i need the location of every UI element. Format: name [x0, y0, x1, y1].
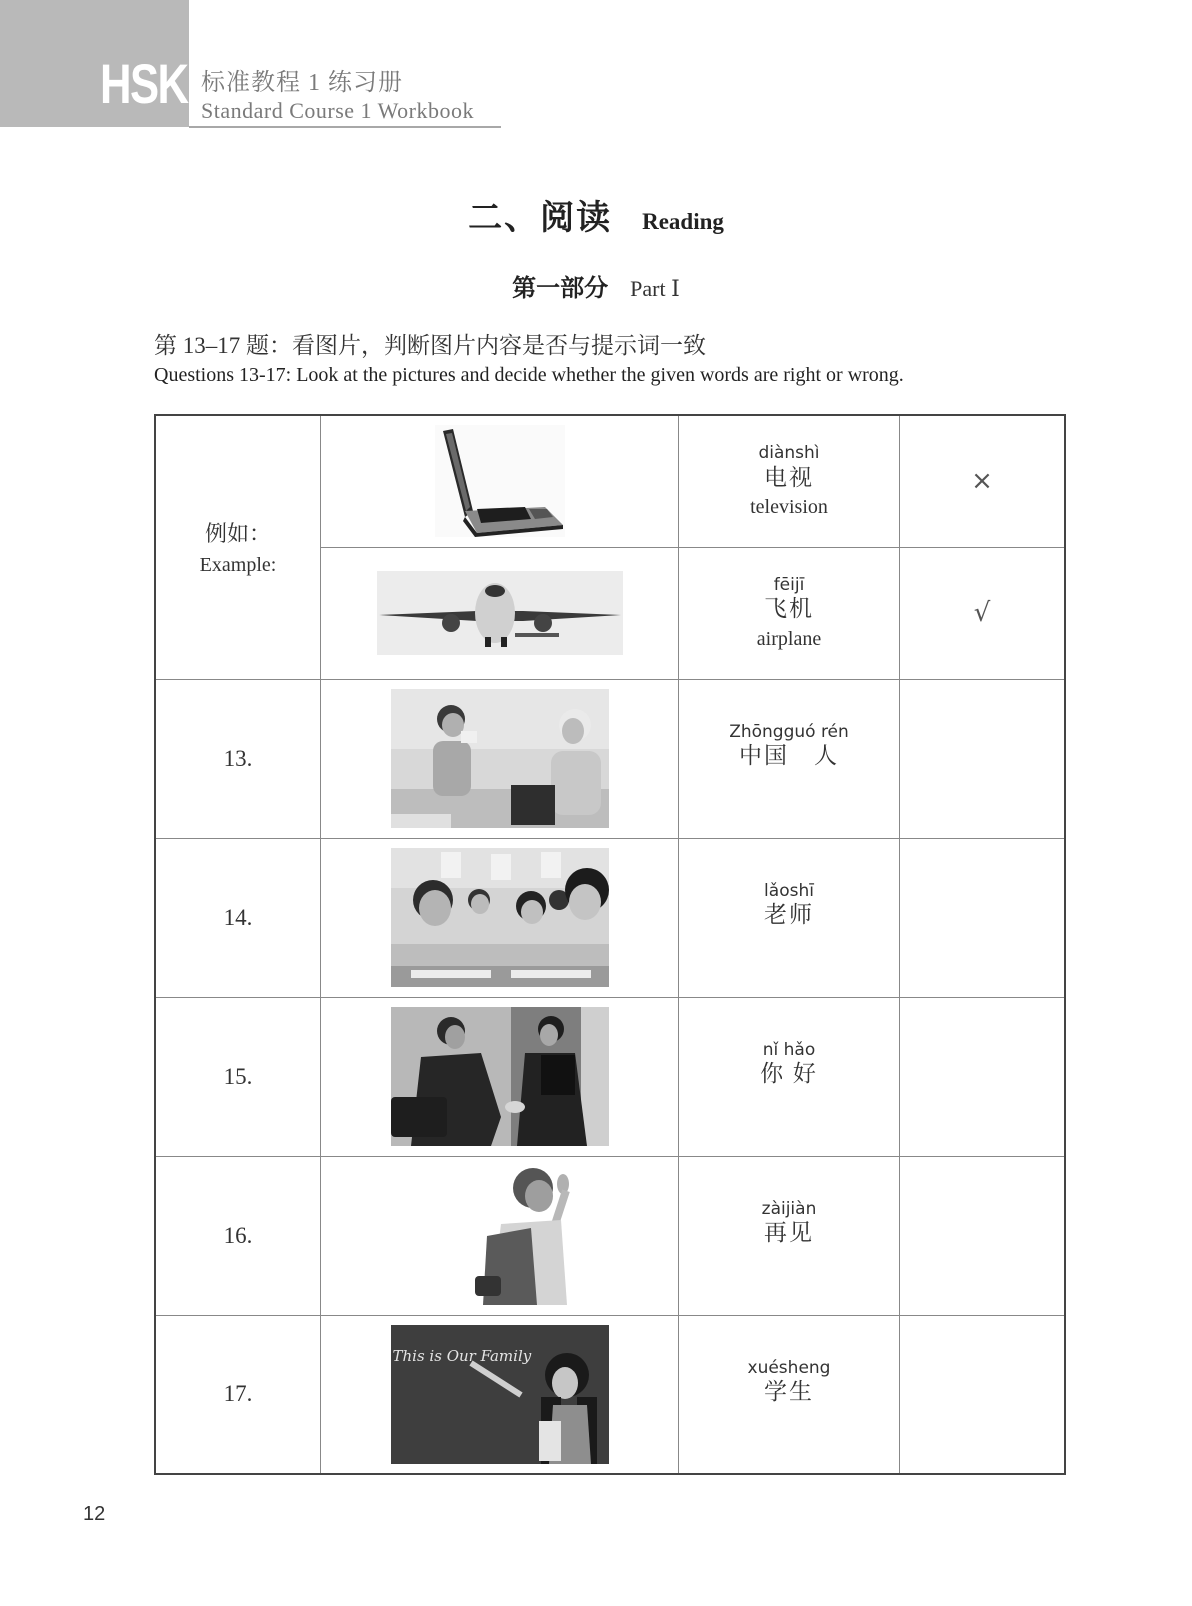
hanzi: 老师 — [764, 902, 814, 928]
hanzi: 中国 人 — [739, 743, 839, 769]
word-cell — [679, 997, 900, 1156]
image-cell — [321, 997, 679, 1156]
part-title-cn: 第一部分 — [512, 276, 609, 302]
image-cell — [321, 679, 679, 838]
question-number: 17. — [223, 1381, 253, 1407]
pinyin: xuésheng — [747, 1357, 831, 1378]
question-row — [155, 679, 1065, 838]
answer-cell[interactable] — [900, 679, 1066, 838]
question-number: 13. — [223, 745, 253, 771]
pinyin: Zhōngguó rén — [729, 721, 849, 742]
question-number-cell — [155, 838, 321, 997]
part-title-en: Part Ⅰ — [630, 276, 680, 301]
boy-waving-goodbye-photo — [391, 1166, 609, 1305]
question-row — [155, 997, 1065, 1156]
example-label-cell — [155, 415, 321, 679]
word-cell — [679, 547, 900, 679]
pinyin: zàijiàn — [761, 1198, 817, 1219]
question-table — [154, 414, 1066, 1475]
question-row — [155, 838, 1065, 997]
header-rule — [189, 126, 501, 128]
answer-cell[interactable] — [900, 1156, 1066, 1315]
section-title-cn: 二、阅读 — [468, 200, 613, 237]
instructions-en: Questions 13-17: Look at the pictures and decide whether the given words are right or wrong. — [154, 364, 904, 386]
blackboard-text: This is Our Family — [392, 1346, 532, 1365]
english-gloss: airplane — [756, 628, 822, 651]
question-row — [155, 1156, 1065, 1315]
pinyin: nǐ hǎo — [762, 1039, 816, 1060]
part-title — [0, 268, 1192, 303]
image-cell — [321, 838, 679, 997]
image-cell — [321, 1315, 679, 1474]
laptop-photo — [435, 425, 565, 537]
hanzi: 飞机 — [764, 596, 814, 622]
word-cell — [679, 415, 900, 547]
section-title-en: Reading — [642, 209, 724, 234]
airplane-photo — [377, 571, 623, 655]
image-cell — [321, 547, 679, 679]
cross-icon: × — [971, 466, 993, 497]
section-title — [0, 190, 1192, 239]
word-cell — [679, 838, 900, 997]
hsk-logo: HSK — [100, 52, 188, 115]
question-number-cell — [155, 1315, 321, 1474]
example-label-en: Example: — [199, 554, 277, 577]
two-women-chatting-photo — [391, 689, 609, 828]
answer-cell — [900, 547, 1066, 679]
check-icon: √ — [973, 598, 991, 628]
english-gloss: television — [750, 496, 828, 519]
question-number: 14. — [223, 904, 253, 930]
business-handshake-photo — [391, 1007, 609, 1146]
answer-cell — [900, 415, 1066, 547]
hanzi: 再见 — [764, 1220, 814, 1246]
hanzi: 你 好 — [760, 1061, 818, 1087]
book-title-cn: 标准教程 1 练习册 — [201, 70, 403, 96]
question-number-cell — [155, 679, 321, 838]
word-cell — [679, 1156, 900, 1315]
question-number: 15. — [223, 1063, 253, 1089]
question-number: 16. — [223, 1222, 253, 1248]
hanzi: 学生 — [764, 1379, 814, 1405]
word-cell — [679, 1315, 900, 1474]
answer-cell[interactable] — [900, 997, 1066, 1156]
children-in-classroom-photo — [391, 848, 609, 987]
pinyin: fēijī — [773, 574, 805, 595]
teacher-at-blackboard-photo — [391, 1325, 609, 1464]
question-number-cell — [155, 1156, 321, 1315]
hanzi: 电视 — [764, 464, 814, 490]
example-row — [155, 415, 1065, 547]
pinyin: diànshì — [758, 443, 820, 464]
image-cell — [321, 1156, 679, 1315]
example-label-cn: 例如： — [204, 521, 271, 547]
word-cell — [679, 679, 900, 838]
question-row — [155, 1315, 1065, 1474]
instructions-cn: 第 13–17 题：看图片，判断图片内容是否与提示词一致 — [154, 333, 706, 358]
image-cell — [321, 415, 679, 547]
pinyin: lǎoshī — [764, 880, 814, 901]
page-number: 12 — [83, 1503, 106, 1525]
answer-cell[interactable] — [900, 838, 1066, 997]
answer-cell[interactable] — [900, 1315, 1066, 1474]
book-title-en: Standard Course 1 Workbook — [201, 98, 474, 123]
question-number-cell — [155, 997, 321, 1156]
